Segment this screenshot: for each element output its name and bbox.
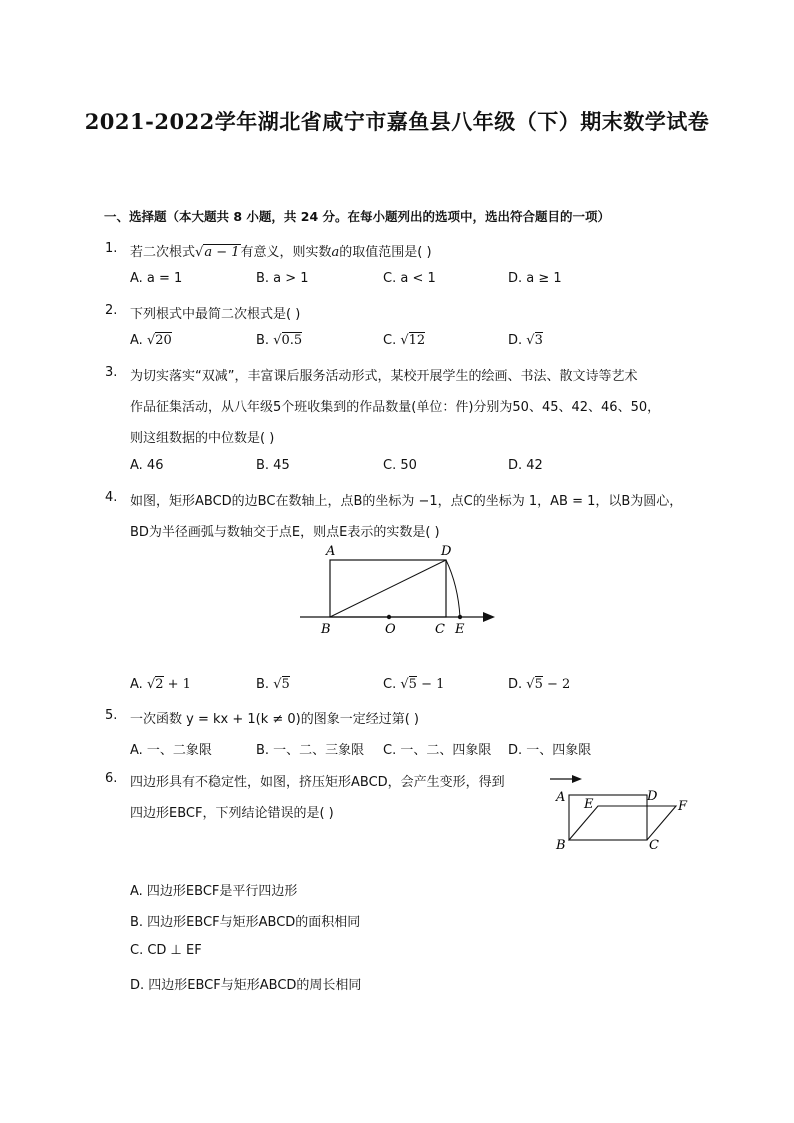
option-radicand: 12	[408, 333, 426, 348]
option-radicand: 5	[408, 677, 417, 692]
label-f: F	[678, 799, 688, 814]
question-4-option-a[interactable]: A. √2 + 1	[130, 677, 191, 692]
section-header: 一、选择题（本大题共 8 小题，共 24 分。在每小题列出的选项中，选出符合题目的一项）	[104, 209, 611, 224]
question-3-option-a[interactable]: A. 46	[130, 458, 164, 473]
point-e	[458, 615, 462, 619]
option-suffix: − 2	[542, 677, 571, 692]
question-4-option-c[interactable]: C. √5 − 1	[383, 677, 445, 692]
question-6-option-a[interactable]: A. 四边形EBCF是平行四边形	[130, 884, 298, 899]
push-arrow-icon	[572, 775, 582, 783]
question-5-number: 5.	[105, 708, 118, 723]
question-5-stem: 一次函数 y = kx + 1(k ≠ 0)的图象一定经过第( )	[130, 712, 420, 727]
label-b: B	[321, 622, 331, 637]
question-4-option-b[interactable]: B. √5	[256, 677, 290, 692]
question-5-option-a[interactable]: A. 一、二象限	[130, 743, 212, 758]
question-6-number: 6.	[105, 771, 118, 786]
exam-title: 2021-2022学年湖北省咸宁市嘉鱼县八年级（下）期末数学试卷	[84, 109, 710, 134]
question-1-text-post: 的取值范围是( )	[339, 245, 432, 260]
question-1-option-a[interactable]: A. a = 1	[130, 271, 183, 286]
question-2-option-c[interactable]: C. √12	[383, 333, 426, 348]
question-5-option-c[interactable]: C. 一、二、四象限	[383, 743, 492, 758]
question-1-stem	[130, 241, 432, 260]
question-1-text-mid: 有意义，则实数	[240, 245, 332, 260]
radical-sign: √	[195, 245, 204, 260]
question-1-option-c[interactable]: C. a < 1	[383, 271, 436, 286]
question-2-option-b[interactable]: B. √0.5	[256, 333, 303, 348]
label-e: E	[455, 622, 465, 637]
question-6-option-b[interactable]: B. 四边形EBCF与矩形ABCD的面积相同	[130, 915, 361, 930]
question-6-line-1: 四边形具有不稳定性，如图，挤压矩形ABCD，会产生变形，得到	[130, 775, 505, 790]
option-radicand: 2	[155, 677, 164, 692]
question-3-line-2: 作品征集活动，从八年级5个班收集到的作品数量(单位：件)分别为50、45、42、46、50，	[130, 400, 661, 415]
question-1-text-pre: 若二次根式	[130, 245, 196, 260]
option-label: D.	[508, 677, 523, 692]
option-radicand: 20	[155, 333, 172, 348]
label-a: A	[556, 790, 566, 805]
option-radicand: 5	[281, 677, 290, 692]
question-3-option-b[interactable]: B. 45	[256, 458, 290, 473]
question-1-number: 1.	[105, 241, 118, 256]
option-label: B.	[256, 677, 270, 692]
question-1-var: a	[331, 245, 340, 260]
question-3-option-c[interactable]: C. 50	[383, 458, 417, 473]
label-c: C	[649, 838, 659, 853]
question-3-number: 3.	[105, 365, 118, 380]
question-6-option-c[interactable]: C. CD ⊥ EF	[130, 943, 202, 958]
question-3-option-d[interactable]: D. 42	[508, 458, 543, 473]
question-5-option-d[interactable]: D. 一、四象限	[508, 743, 592, 758]
option-radicand: 3	[534, 333, 543, 348]
point-o	[387, 615, 391, 619]
question-2-number: 2.	[105, 303, 118, 318]
rectangle-abcd	[569, 795, 647, 840]
question-3-line-3: 则这组数据的中位数是( )	[130, 431, 275, 446]
question-6-line-2: 四边形EBCF，下列结论错误的是( )	[130, 806, 334, 821]
option-label: A.	[130, 677, 143, 692]
question-5-option-b[interactable]: B. 一、二、三象限	[256, 743, 365, 758]
axis-arrow-icon	[483, 612, 495, 622]
question-6-option-d[interactable]: D. 四边形EBCF与矩形ABCD的周长相同	[130, 978, 362, 993]
option-label: B.	[256, 333, 270, 348]
diagonal-bd	[330, 560, 446, 617]
label-b: B	[556, 838, 566, 853]
label-a: A	[326, 544, 336, 559]
option-label: A.	[130, 333, 143, 348]
option-radicand: 0.5	[281, 333, 303, 348]
option-radicand: 5	[534, 677, 543, 692]
question-1-option-b[interactable]: B. a > 1	[256, 271, 309, 286]
question-4-line-1: 如图，矩形ABCD的边BC在数轴上，点B的坐标为 −1，点C的坐标为 1，AB = 1，以B为圆心，	[130, 494, 683, 509]
question-1-option-d[interactable]: D. a ≥ 1	[508, 271, 562, 286]
question-3-line-1: 为切实落实“双减”，丰富课后服务活动形式，某校开展学生的绘画、书法、散文诗等艺术	[130, 369, 638, 384]
option-label: C.	[383, 333, 397, 348]
label-c: C	[435, 622, 445, 637]
question-2-option-d[interactable]: D. √3	[508, 333, 543, 348]
label-d: D	[647, 789, 658, 804]
label-o: O	[385, 622, 396, 637]
label-d: D	[441, 544, 452, 559]
option-suffix: + 1	[163, 677, 191, 692]
question-4-line-2: BD为半径画弧与数轴交于点E，则点E表示的实数是( )	[130, 525, 440, 540]
option-label: D.	[508, 333, 523, 348]
question-4-number: 4.	[105, 490, 118, 505]
question-1-radicand: a − 1	[204, 245, 240, 260]
question-2-stem: 下列根式中最简二次根式是( )	[130, 307, 301, 322]
question-4-option-d[interactable]: D. √5 − 2	[508, 677, 571, 692]
arc-de	[446, 560, 460, 617]
option-suffix: − 1	[416, 677, 445, 692]
option-label: C.	[383, 677, 397, 692]
question-6-figure	[550, 770, 700, 855]
question-2-option-a[interactable]: A. √20	[130, 333, 172, 348]
question-4-figure	[295, 540, 505, 640]
label-e: E	[584, 797, 594, 812]
